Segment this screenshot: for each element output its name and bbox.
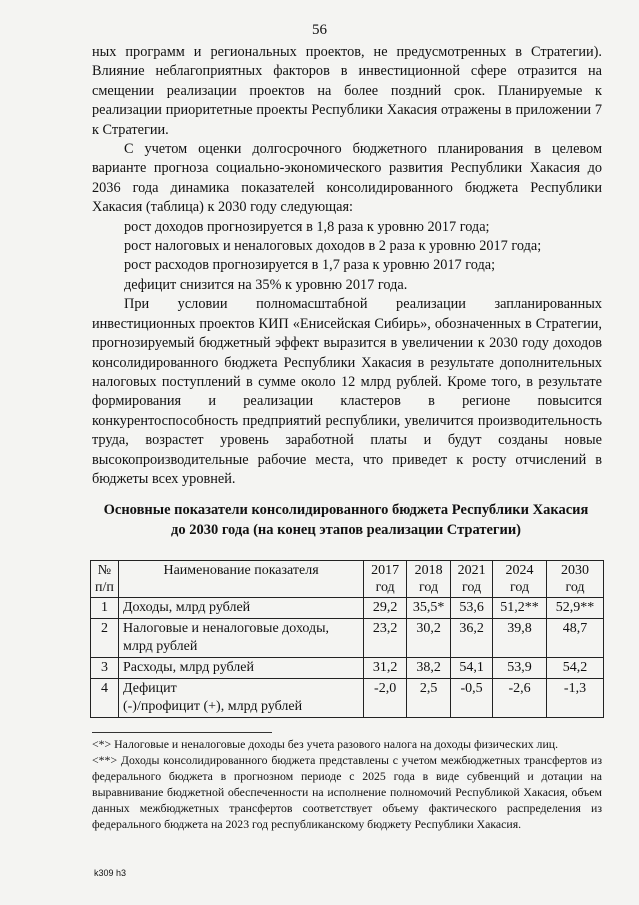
header-year-2021: 2021 год: [451, 561, 493, 598]
paragraph-continuation: ных программ и региональных проектов, не предусмотренных в Стратегии). Влияние неблагоприятных факторов в инвестиционной сфере отразится на смещении реализации проектов на более поздний срок. Планируемые к реализации приоритетные проекты Республики Хакасия отражены в приложении 7 к Стратегии.: [92, 44, 602, 138]
table-title-line2: до 2030 года (на конец этапов реализации Стратегии): [171, 521, 521, 538]
header-year-2017: 2017 год: [364, 561, 407, 598]
document-code: k309 h3: [94, 868, 127, 878]
budget-indicators-table: [90, 560, 604, 718]
table-row: 2 Налоговые и неналоговые доходы, млрд рублей 23,2 30,2 36,2 39,8 48,7: [91, 619, 604, 658]
table-row: 1 Доходы, млрд рублей 29,2 35,5* 53,6 51,2** 52,9**: [91, 598, 604, 619]
body-text-top: [92, 43, 602, 489]
header-year-2024: 2024 год: [493, 561, 547, 598]
list-item-expenses: рост расходов прогнозируется в 1,7 раза к уровню 2017 года;: [124, 257, 496, 274]
table-header-row: [91, 561, 604, 598]
list-item-revenue: рост доходов прогнозируется в 1,8 раза к уровню 2017 года;: [124, 218, 490, 235]
paragraph-investment-projects: При условии полномасштабной реализации запланированных инвестиционных проектов КИП «Енисейская Сибирь», обозначенных в Стратегии, прогнозируемый бюджетный эффект выразится в увеличении к 2030 году доходов консолидированного бюджета Республики Хакасия в результате дополнительных налоговых поступлений в сумме около 12 млрд рублей. Кроме того, в результате формирования и реализации кластеров в регионе повысится конкурентоспособность предприятий республики, увеличится производительность труда, возрастет уровень заработной платы и будут созданы новые высокопроизводительные рабочие места, что приведет к росту отчислений в бюджеты всех уровней.: [92, 296, 602, 487]
list-item-deficit: дефицит снизится на 35% к уровню 2017 года.: [124, 276, 408, 293]
page-number: 56: [312, 22, 327, 38]
footnote-1: <*> Налоговые и неналоговые доходы без учета разового налога на доходы физических лиц.: [92, 737, 559, 751]
footnotes: [92, 736, 602, 832]
header-year-2018: 2018 год: [407, 561, 451, 598]
paragraph-budget-planning: С учетом оценки долгосрочного бюджетного планирования в целевом варианте прогноза социально-экономического развития Республики Хакасия до 2036 года динамика показателей консолидированного бюджета Республики Хакасия (таблица) к 2030 году следующая:: [92, 141, 602, 216]
list-item-tax-revenue: рост налоговых и неналоговых доходов в 2 раза к уровню 2017 года;: [124, 238, 542, 255]
table-title-line1: Основные показатели консолидированного бюджета Республики Хакасия: [103, 502, 589, 518]
header-num: № п/п: [91, 561, 119, 598]
table-title: [86, 501, 606, 540]
header-year-2030: 2030 год: [547, 561, 604, 598]
table-row: 4 Дефицит (-)/профицит (+), млрд рублей -2,0 2,5 -0,5 -2,6 -1,3: [91, 679, 604, 718]
footnote-2: <**> Доходы консолидированного бюджета представлены с учетом межбюджетных трансфертов из федерального бюджета в прогнозном периоде с 2025 года в виде субвенций и дотации на выравнивание бюджетной обеспеченности на исполнение полномочий Республикой Хакасия, объем данных межбюджетных трансфертов соответствует объему фактического распределения из федерального бюджета на 2023 год республиканскому бюджету Республики Хакасия.: [92, 753, 602, 831]
footnote-divider: [92, 732, 272, 733]
header-indicator-name: Наименование показателя: [118, 561, 363, 598]
table-row: 3 Расходы, млрд рублей 31,2 38,2 54,1 53,9 54,2: [91, 658, 604, 679]
